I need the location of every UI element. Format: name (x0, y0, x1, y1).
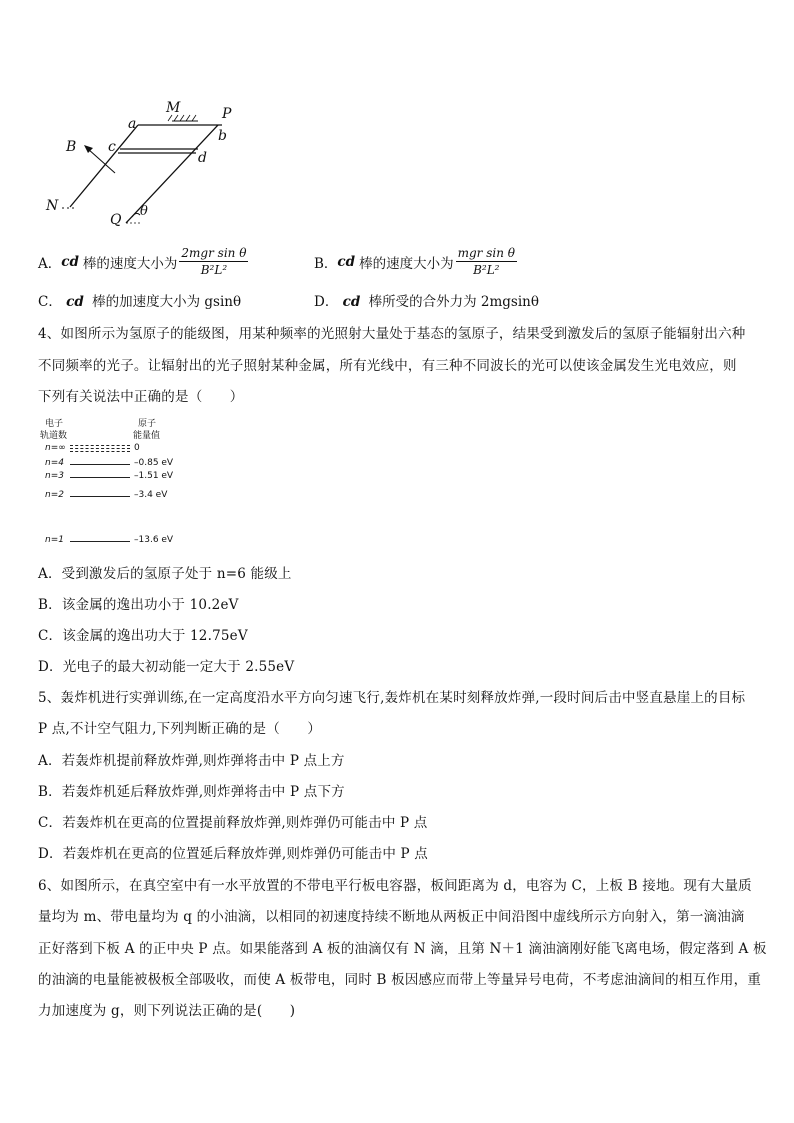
label-P: P (222, 106, 232, 122)
label-Q: Q (110, 212, 122, 228)
q3-option-b-numerator: mgr sin θ (457, 246, 515, 260)
q3-option-d-prefix: D． (314, 294, 339, 310)
q3-option-b-prefix: B． (314, 255, 338, 272)
header-atom: 原子 (138, 419, 157, 429)
q3-option-a-denominator: B²L² (200, 263, 228, 277)
q4-line-2: 不同频率的光子。让辐射出的光子照射某种金属，所有光线中，有三种不同波长的光可以使该金属发生光电效应，则 (38, 358, 737, 374)
q4-line-1: 4、如图所示为氢原子的能级图，用某种频率的光照射大量处于基态的氢原子，结果受到激发后的氢原子能辐射出六种 (38, 326, 746, 342)
level-2-label: n=2 (45, 490, 64, 500)
level-inf-label: n=∞ (45, 443, 66, 453)
q3-option-d-subject: cd (342, 294, 361, 310)
header-electron: 电子 (45, 419, 64, 429)
q4-option-a: A．受到激发后的氢原子处于 n=6 能级上 (38, 566, 292, 582)
q3-option-c (38, 290, 241, 310)
level-inf-energy: 0 (134, 443, 140, 453)
level-1-line (70, 541, 130, 542)
label-M: M (166, 100, 181, 116)
q3-option-c-subject: cd (66, 294, 84, 310)
q3-option-a (38, 246, 248, 277)
q3-option-d-text: 棒所受的合外力为 2mgsinθ (368, 294, 539, 310)
q5-option-a: A．若轰炸机提前释放炸弹,则炸弹将击中 P 点上方 (38, 753, 345, 769)
level-4-line (70, 464, 130, 465)
rail-diagram (40, 95, 280, 235)
level-inf-line-2 (70, 448, 130, 449)
q3-option-b-subject: cd (337, 253, 356, 270)
q3-option-a-fraction (179, 246, 248, 277)
level-1-label: n=1 (45, 535, 64, 545)
label-theta: θ (140, 204, 148, 219)
q3-option-c-text: 棒的加速度大小为 gsinθ (92, 294, 242, 310)
label-B: B (66, 139, 77, 155)
q4-option-d: D．光电子的最大初动能一定大于 2.55eV (38, 659, 295, 675)
label-N: N (46, 198, 59, 214)
q3-option-a-subject: cd (61, 253, 79, 270)
q3-option-a-numerator: 2mgr sin θ (181, 246, 247, 260)
q6-line-2: 量均为 m、带电量均为 q 的小油滴，以相同的初速度持续不断地从两板正中间沿图中虚线所示方向射入，第一滴油滴 (38, 909, 745, 925)
level-inf-line-3 (70, 451, 130, 452)
q3-option-a-text: 棒的速度大小为 (82, 255, 178, 272)
level-3-line (70, 477, 130, 478)
label-d: d (198, 150, 207, 166)
q3-option-b (314, 246, 517, 277)
q5-option-b: B．若轰炸机延后释放炸弹,则炸弹将击中 P 点下方 (38, 784, 345, 800)
q6-line-1: 6、如图所示，在真空室中有一水平放置的不带电平行板电容器，板间距离为 d，电容为 C，上板 B 接地。现有大量质 (38, 878, 752, 894)
level-inf-line (70, 445, 130, 446)
q6-line-5: 力加速度为 g，则下列说法正确的是( ) (38, 1003, 296, 1019)
q4-line-3: 下列有关说法中正确的是（ ） (38, 389, 244, 405)
q5-option-d: D．若轰炸机在更高的位置延后释放炸弹,则炸弹仍可能击中 P 点 (38, 846, 428, 862)
label-b: b (218, 128, 227, 144)
q5-line-2: P 点,不计空气阻力,下列判断正确的是（ ） (38, 721, 322, 737)
level-3-energy: –1.51 eV (134, 471, 174, 481)
q6-line-4: 的油滴的电量能被极板全部吸收，而使 A 板带电，同时 B 板因感应而带上等量异号电荷，不考虑油滴间的相互作用，重 (38, 972, 762, 988)
header-energy-value: 能量值 (133, 431, 161, 441)
level-3-label: n=3 (45, 471, 64, 481)
q4-option-c: C．该金属的逸出功大于 12.75eV (38, 628, 248, 644)
level-1-energy: –13.6 eV (134, 535, 174, 545)
q6-line-3: 正好落到下板 A 的正中央 P 点。如果能落到 A 板的油滴仅有 N 滴，且第 N＋1 滴油滴刚好能飞离电场，假定落到 A 板 (38, 941, 767, 957)
q3-option-c-prefix: C． (38, 294, 62, 310)
level-2-line (70, 496, 130, 497)
q3-option-b-fraction (456, 246, 517, 277)
q5-option-c: C．若轰炸机在更高的位置提前释放炸弹,则炸弹仍可能击中 P 点 (38, 815, 428, 831)
energy-level-diagram (40, 416, 200, 548)
level-4-label: n=4 (45, 458, 64, 468)
level-2-energy: –3.4 eV (134, 490, 168, 500)
q5-line-1: 5、轰炸机进行实弹训练,在一定高度沿水平方向匀速飞行,轰炸机在某时刻释放炸弹,一段时间后击中竖直悬崖上的目标 (38, 690, 746, 706)
q3-option-b-denominator: B²L² (473, 263, 500, 277)
level-4-energy: –0.85 eV (134, 458, 174, 468)
label-a: a (128, 116, 137, 132)
q4-option-b: B．该金属的逸出功小于 10.2eV (38, 597, 239, 613)
label-c: c (108, 139, 116, 155)
q3-option-d (314, 290, 539, 310)
q3-option-b-text: 棒的速度大小为 (359, 255, 454, 272)
q3-option-a-prefix: A． (38, 255, 62, 272)
header-orbit-number: 轨道数 (40, 431, 68, 441)
